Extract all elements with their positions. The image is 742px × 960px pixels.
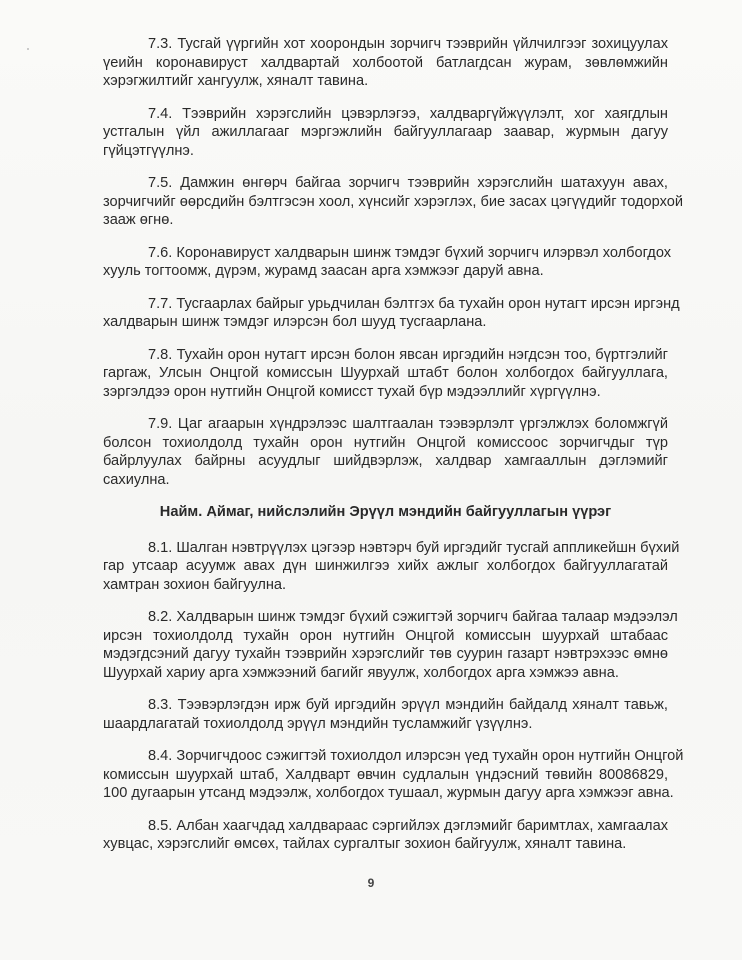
paragraph-line: сахиулна. — [103, 471, 170, 488]
paragraph-line: зэргэлдээ орон нутгийн Онцгой комисст тухай бүр мэдээллийг хүргүүлнэ. — [103, 383, 601, 400]
paragraph-line: 7.8. Тухайн орон нутагт ирсэн болон явсан иргэдийн нэгдсэн тоо, бүртгэлийг — [148, 346, 668, 363]
paragraph-line: зааж өгнө. — [103, 212, 174, 228]
paragraph-8-4 — [103, 747, 684, 803]
paragraph-7-9 — [103, 415, 668, 489]
paragraph-line: Шуурхай хариу арга хэмжээний багийг явуулж, холбогдох арга хэмжээ авна. — [103, 664, 619, 681]
paragraph-line: халдварын шинж тэмдэг илэрсэн бол шууд тусгаарлана. — [103, 314, 487, 330]
paragraph-line: шаардлагатай тохиолдолд эрүүл мэндийн тусламжийг үзүүлнэ. — [103, 715, 533, 732]
paragraph-line: 100 дугаарын утсанд мэдээлж, холбогдох тушаал, журмын дагуу арга хэмжээг авна. — [103, 785, 674, 801]
paragraph-7-4 — [103, 105, 668, 161]
paragraph-line: 7.7. Тусгаарлах байрыг урьдчилан бэлтгэх ба тухайн орон нутагт ирсэн иргэнд — [148, 295, 680, 312]
section-seven-paragraphs — [103, 35, 683, 489]
paragraph-8-5 — [103, 817, 668, 854]
paragraph-line: гар утсаар асуумж авах дүн шинжилгээ хийх ажлыг холбогдох байгууллагатай — [103, 558, 668, 574]
paragraph-line: үеийн коронавируст халдвартай холбоотой батлагдсан журам, зөвлөмжийн — [103, 54, 668, 71]
scan-speck — [27, 48, 29, 50]
paragraph-line: байрлуулах байрны асуудлыг шийдвэрлэж, халдвар хамгааллын дэглэмийг — [103, 453, 668, 469]
paragraph-line: 7.9. Цаг агаарын хүндрэлээс шалтгаалан тээвэрлэлт үргэлжлэх боломжгүй — [148, 416, 668, 432]
paragraph-line: 7.3. Тусгай үүргийн хот хоорондын зорчигч тээврийн үйлчилгээг зохицуулах — [148, 36, 668, 52]
paragraph-line: 8.1. Шалган нэвтрүүлэх цэгээр нэвтэрч буй иргэдийг тусгай аппликейшн бүхий — [148, 539, 680, 556]
paragraph-line: гаргаж, Улсын Онцгой комиссын Шуурхай штабт болон холбогдох байгууллага, — [103, 365, 668, 381]
document-body — [103, 35, 684, 868]
paragraph-8-2 — [103, 608, 678, 682]
paragraph-line: устгалын үйл ажиллагааг мэргэжлийн байгууллагаар заавар, журмын дагуу — [103, 124, 668, 140]
paragraph-7-5 — [103, 174, 683, 230]
paragraph-7-6 — [103, 244, 672, 281]
paragraph-line: 8.4. Зорчигчдоос сэжигтэй тохиолдол илэрсэн үед тухайн орон нутгийн Онцгой — [148, 748, 684, 764]
paragraph-line: мэдэгдсэний дагуу тухайн тээврийн хэрэгслийг төв суурин газарт нэвтрэхээс өмнө — [103, 646, 668, 662]
paragraph-line: 7.5. Дамжин өнгөрч байгаа зорчигч тээврийн хэрэгслийн шатахуун авах, — [148, 175, 668, 191]
paragraph-line: хамтран зохион байгуулна. — [103, 576, 287, 593]
paragraph-line: 7.4. Тээврийн хэрэгслийн цэвэрлэгээ, халдваргүйжүүлэлт, хог хаягдлын — [148, 105, 668, 122]
section-eight-paragraphs — [103, 539, 684, 854]
paragraph-line: хэрэгжилтийг хангуулж, хяналт тавина. — [103, 73, 369, 89]
paragraph-8-1 — [103, 539, 680, 595]
paragraph-line: 8.5. Албан хаагчдад халдвараас сэргийлэх дэглэмийг баримтлах, хамгаалах — [148, 817, 668, 834]
paragraph-8-3 — [103, 696, 668, 733]
paragraph-line: комиссын шуурхай штаб, Халдварт өвчин судлалын үндэсний төвийн 80086829, — [103, 766, 668, 783]
paragraph-7-7 — [103, 295, 680, 332]
paragraph-line: зорчигчийг өөрсдийн бэлтгэсэн хоол, хүнсийг хэрэглэх, бие засах цэгүүдийг тодорхой — [103, 193, 683, 210]
paragraph-line: хууль тогтоомж, дүрэм, журамд заасан арга хэмжээг даруй авна. — [103, 263, 544, 279]
paragraph-7-8 — [103, 346, 668, 402]
paragraph-line: 8.3. Тээвэрлэгдэн ирж буй иргэдийн эрүүл мэндийн байдалд хяналт тавьж, — [148, 697, 668, 713]
paragraph-line: болсон тохиолдолд тухайн орон нутгийн Онцгой комиссоос зорчигчдыг түр — [103, 434, 668, 451]
section-heading: Найм. Аймаг, нийслэлийн Эрүүл мэндийн байгууллагын үүрэг — [159, 504, 612, 520]
paragraph-line: 8.2. Халдварын шинж тэмдэг бүхий сэжигтэй зорчигч байгаа талаар мэдээлэл — [148, 609, 678, 625]
paragraph-line: гүйцэтгүүлнэ. — [103, 142, 194, 159]
page-number: 9 — [367, 876, 375, 890]
paragraph-line: 7.6. Коронавируст халдварын шинж тэмдэг бүхий зорчигч илэрвэл холбогдох — [148, 244, 672, 261]
paragraph-7-3 — [103, 35, 668, 91]
paragraph-line: хувцас, хэрэгслийг өмсөх, тайлах сургалтыг зохион байгуулж, хяналт тавина. — [103, 836, 627, 852]
paragraph-line: ирсэн тохиолдолд тухайн орон нутгийн Онцгой комиссын шуурхай штабаас — [103, 627, 668, 644]
